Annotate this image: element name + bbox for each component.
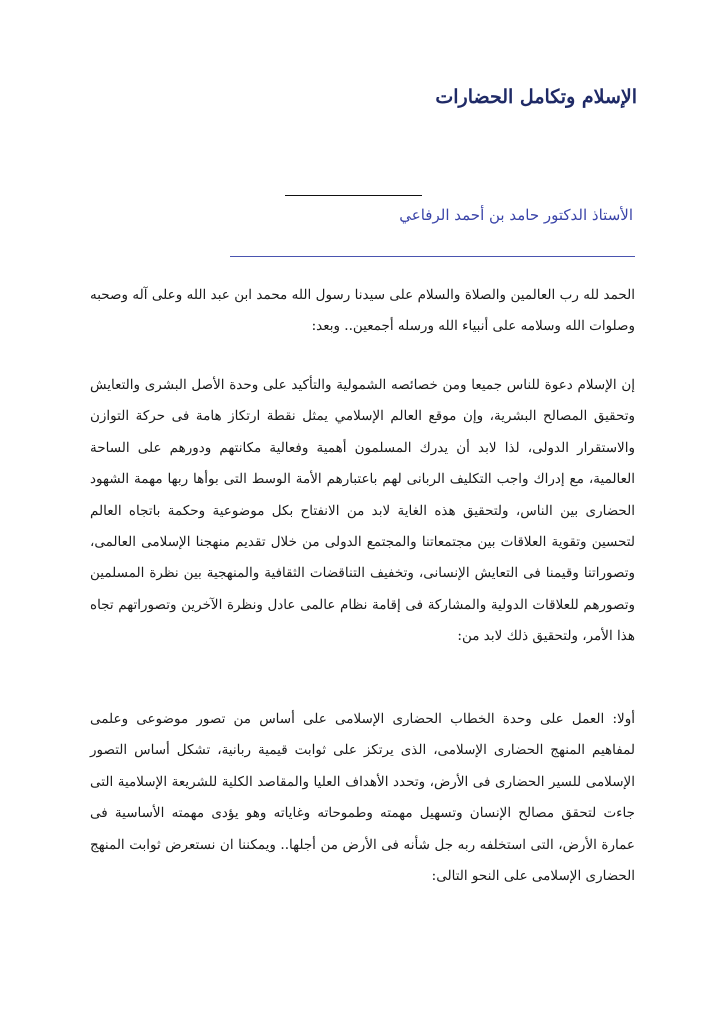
title-divider [285,195,422,196]
author-divider [230,256,635,257]
document-title: الإسلام وتكامل الحضارات [435,86,637,108]
paragraph-introduction: إن الإسلام دعوة للناس جميعا ومن خصائصه الشمولية والتأكيد على وحدة الأصل البشرى والتعايش وتحقيق المصالح البشرية، وإن موقع العالم الإسلامي يمثل نقطة ارتكاز هامة فى حركة التوازن والاستقرار الدولى، لذا لابد أن يدرك المسلمون أهمية وفعالية مكانتهم ودورهم على الساحة العالمية، مع إدراك واجب التكليف الربانى لهم باعتبارهم الأمة الوسط التى بوأها ربها مهمة الشهود الحضارى بين الناس، ولتحقيق هذه الغاية لابد من الانفتاح بكل موضوعية وحكمة باتجاه العالم لتحسين وتقوية العلاقات بين مجتمعاتنا والمجتمع الدولى من خلال تقديم منهجنا الإسلامى العالمى، وتصوراتنا وقيمنا فى التعايش الإنسانى، وتخفيف التناقضات الثقافية والمنهجية بين نظرة المسلمين وتصورهم للعلاقات الدولية والمشاركة فى إقامة نظام عالمى عادل ونظرة الآخرين وتصوراتهم تجاه هذا الأمر، ولتحقيق ذلك لابد من: [90,377,635,645]
paragraph-opening: الحمد لله رب العالمين والصلاة والسلام على سيدنا رسول الله محمد ابن عبد الله وعلى آله وصحبه وصلوات الله وسلامه على أنبياء الله ورسله أجمعين.. وبعد: [90,287,635,335]
author-name: الأستاذ الدكتور حامد بن أحمد الرفاعي [399,206,633,224]
paragraph-first-point: أولا: العمل على وحدة الخطاب الحضارى الإسلامى على أساس من تصور موضوعى وعلمى لمفاهيم المنهج الحضارى الإسلامى، الذى يرتكز على ثوابت قيمية ربانية، تشكل أساس التصور الإسلامى للسير الحضارى فى الأرض، وتحدد الأهداف العليا والمقاصد الكلية للشريعة الإسلامية التى جاءت لتحقق مصالح الإنسان وتسهيل مهمته وطموحاته وغاياته وهو يؤدى مهمته الأساسية فى عمارة الأرض، التى استخلفه ربه جل شأنه فى الأرض من أجلها.. ويمكننا ان نستعرض ثوابت المنهج الحضارى الإسلامى على النحو التالى: [90,711,635,885]
